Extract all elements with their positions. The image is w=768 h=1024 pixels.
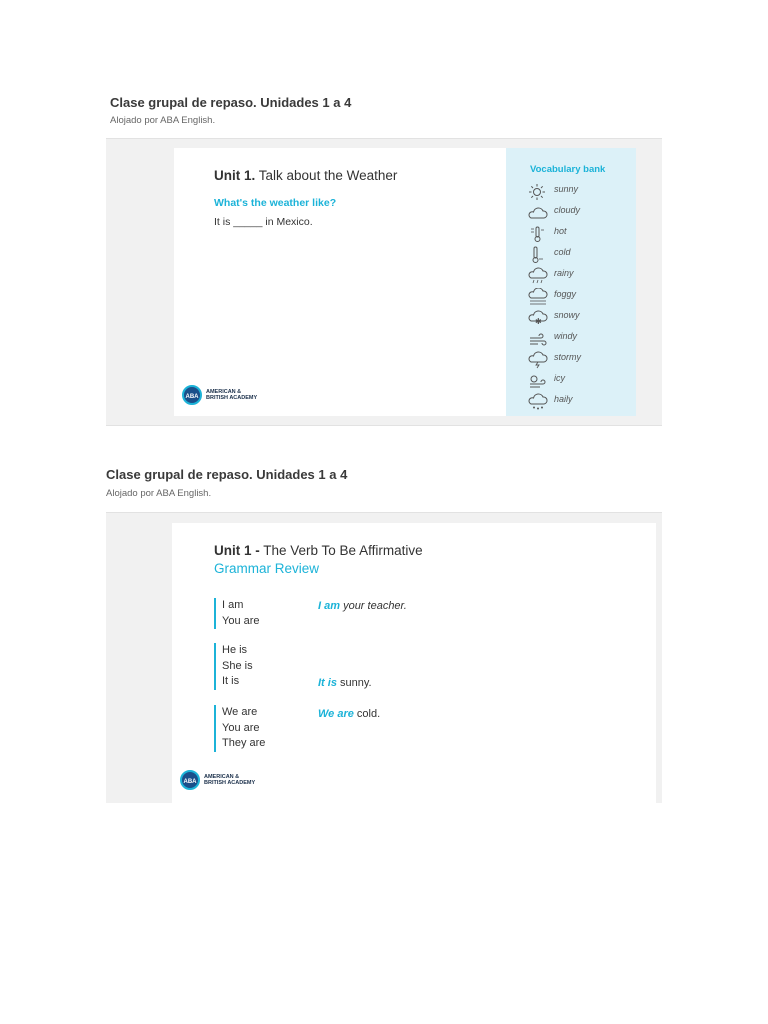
weather-question: What's the weather like? <box>214 197 337 209</box>
vocab-item-foggy: foggy <box>528 288 628 306</box>
fog-icon <box>528 288 548 306</box>
vocab-item-cloudy: cloudy <box>528 204 628 222</box>
vocab-item-cold: cold <box>528 246 628 264</box>
svg-text:✱: ✱ <box>535 317 542 326</box>
wind-icon <box>528 330 548 348</box>
grammar-subtitle: Grammar Review <box>214 561 320 576</box>
aba-logo: ABA AMERICAN & BRITISH ACADEMY <box>182 385 282 407</box>
example-i-am: I am your teacher. <box>318 600 407 612</box>
storm-cloud-icon <box>528 351 548 369</box>
sun-icon <box>528 183 546 201</box>
hail-cloud-icon <box>528 393 548 411</box>
vocab-item-sunny: sunny <box>528 183 628 201</box>
hot-thermometer-icon <box>528 225 546 243</box>
pronoun-group-2: He is She is It is <box>214 643 253 690</box>
vocab-item-icy: icy <box>528 372 628 390</box>
icy-icon <box>528 372 548 390</box>
unit-title: Unit 1 - The Verb To Be Affirmative <box>214 543 423 558</box>
hosted-by[interactable]: Alojado por ABA English. <box>106 488 212 499</box>
pronoun-group-3: We are You are They are <box>214 705 265 752</box>
vocab-item-haily: haily <box>528 393 628 411</box>
cloud-icon <box>528 204 548 222</box>
vocabulary-bank <box>506 148 636 416</box>
slide-frame[interactable] <box>106 512 662 803</box>
pronoun-group-1: I am You are <box>214 598 260 629</box>
example-it-is: It is sunny. <box>318 677 372 689</box>
slide-weather <box>174 148 506 416</box>
vocab-item-snowy: ✱ snowy <box>528 309 628 327</box>
example-we-are: We are cold. <box>318 708 381 720</box>
slide-frame[interactable] <box>106 138 662 426</box>
aba-logo: ABA AMERICAN & BRITISH ACADEMY <box>180 770 280 792</box>
vocab-item-stormy: stormy <box>528 351 628 369</box>
vocab-item-rainy: rainy <box>528 267 628 285</box>
vocabulary-bank-title: Vocabulary bank <box>530 164 606 175</box>
vocab-item-windy: windy <box>528 330 628 348</box>
hosted-by[interactable]: Alojado por ABA English. <box>110 115 216 126</box>
fill-in-sentence: It is _____ in Mexico. <box>214 216 313 228</box>
slide-grammar <box>172 523 656 803</box>
snow-cloud-icon <box>528 309 548 327</box>
unit-title: Unit 1. Talk about the Weather <box>214 168 398 183</box>
rain-cloud-icon <box>528 267 548 285</box>
cold-thermometer-icon <box>528 246 546 264</box>
section-title: Clase grupal de repaso. Unidades 1 a 4 <box>106 467 348 482</box>
section-title: Clase grupal de repaso. Unidades 1 a 4 <box>110 95 352 110</box>
vocab-item-hot: hot <box>528 225 628 243</box>
